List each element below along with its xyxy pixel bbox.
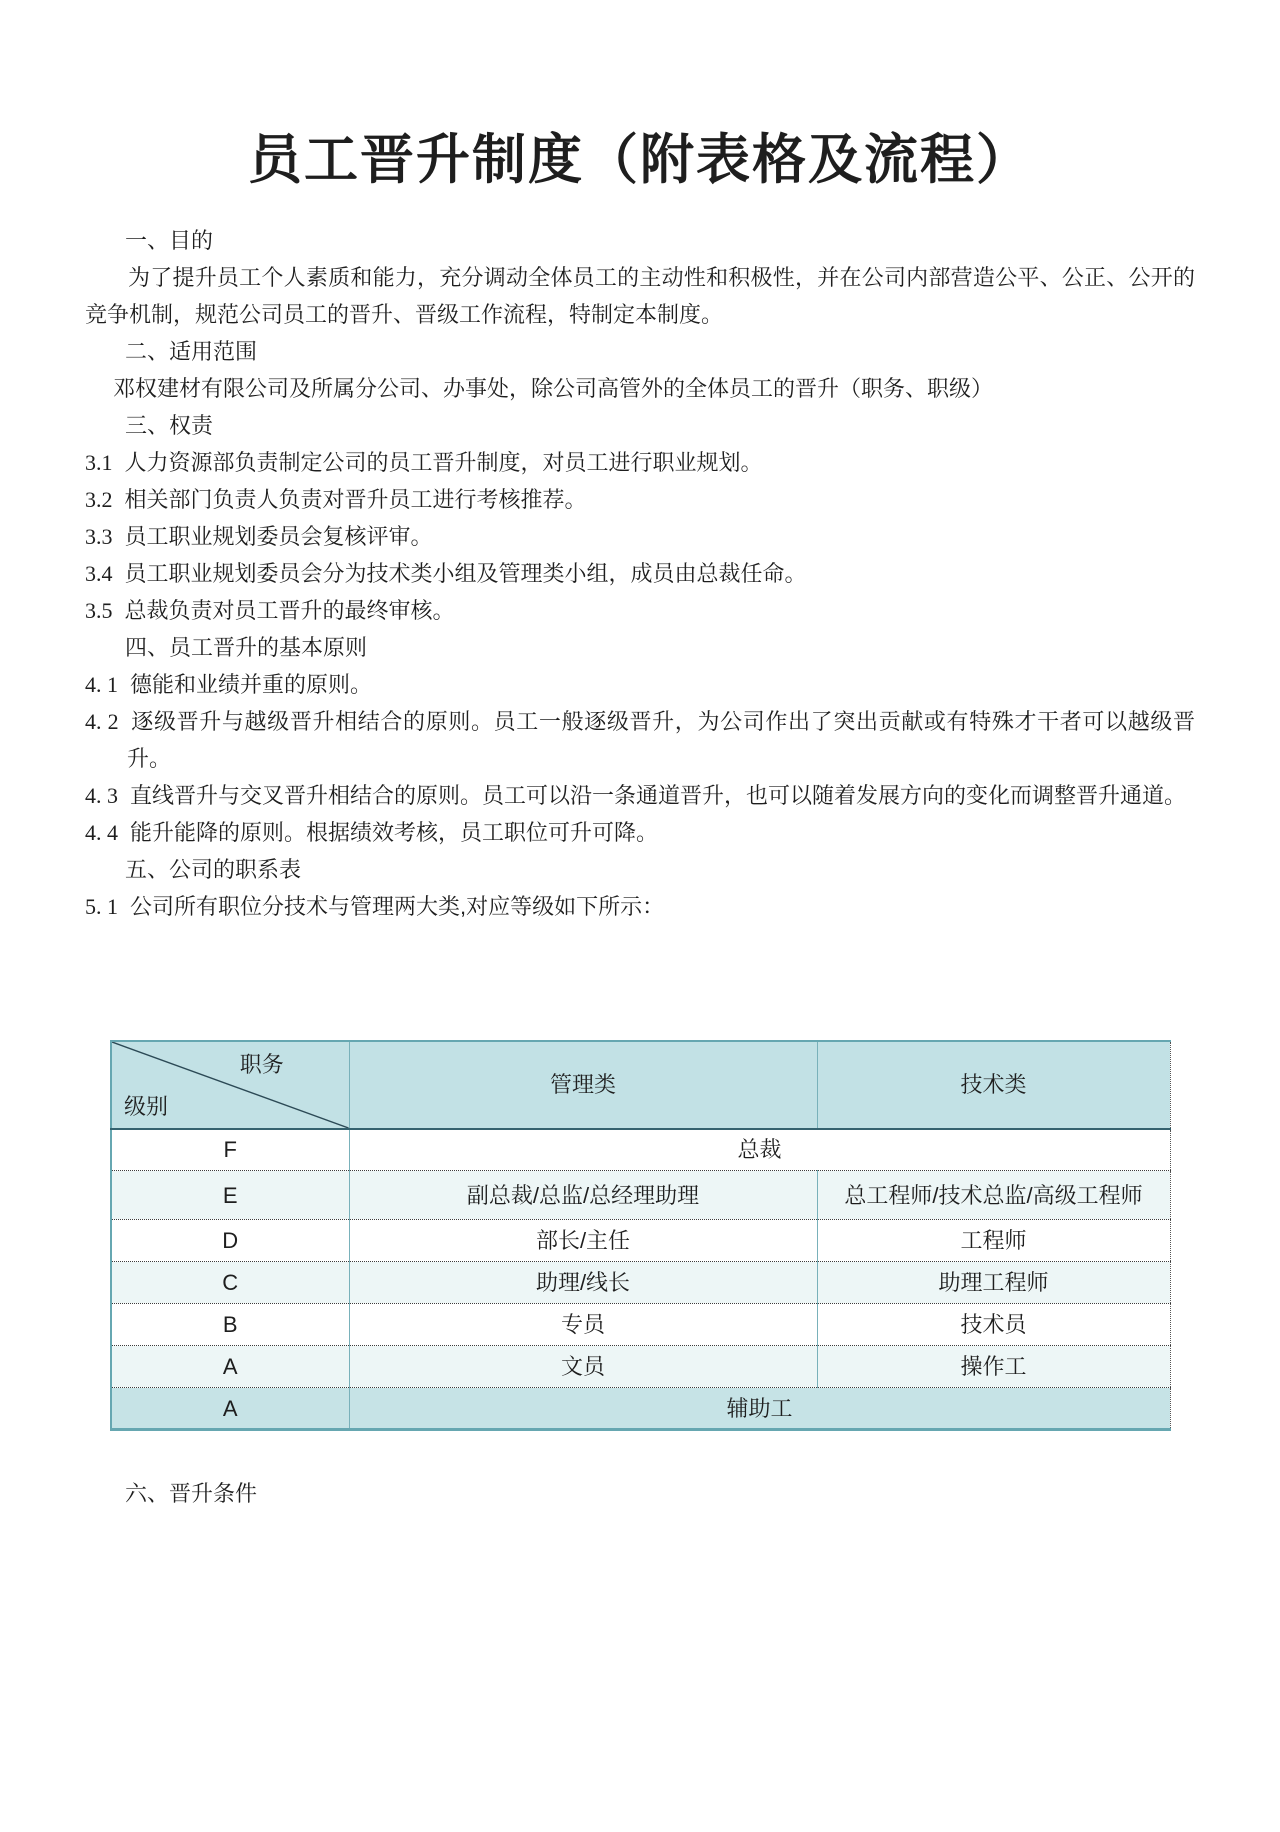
item-text: 德能和业绩并重的原则。 [130,671,373,697]
merged-cell: 辅助工 [349,1388,1170,1430]
corner-label-level: 级别 [124,1093,169,1119]
item-text: 直线晋升与交叉晋升相结合的原则。员工可以沿一条通道晋升，也可以随着发展方向的变化而调整晋升通道。 [130,782,1187,808]
document-title: 员工晋升制度（附表格及流程） [248,127,1032,191]
level-cell: A [111,1346,349,1388]
item-text: 公司所有职位分技术与管理两大类,对应等级如下所示： [130,893,665,919]
grade-table [110,1040,1171,1432]
list-item [85,592,1195,629]
item-number: 3.1 [85,449,113,475]
list-item [85,814,1195,851]
level-cell: B [111,1304,349,1346]
management-cell: 副总裁/总监/总经理助理 [349,1171,817,1220]
list-item [85,444,1195,481]
level-cell: E [111,1171,349,1220]
section-heading-principles: 四、员工晋升的基本原则 [125,634,368,660]
table-row [111,1129,1170,1171]
table-corner-cell [111,1041,349,1129]
item-number: 4. 3 [85,782,118,808]
item-text: 人力资源部负责制定公司的员工晋升制度，对员工进行职业规划。 [124,449,763,475]
item-number: 3.5 [85,597,113,623]
list-item [85,777,1195,814]
item-number: 3.4 [85,560,113,586]
level-cell: F [111,1129,349,1171]
section-heading-grade-table: 五、公司的职系表 [125,856,302,882]
item-text: 员工职业规划委员会分为技术类小组及管理类小组，成员由总裁任命。 [124,560,807,586]
technical-cell: 操作工 [817,1346,1170,1388]
item-text: 逐级晋升与越级晋升相结合的原则。员工一般逐级晋升，为公司作出了突出贡献或有特殊才干者可以越级晋升。 [127,708,1195,771]
table-row [111,1388,1170,1430]
table-header-row [111,1041,1170,1129]
management-cell: 文员 [349,1346,817,1388]
item-number: 5. 1 [85,893,118,919]
scope-paragraph: 邓权建材有限公司及所属分公司、办事处，除公司高管外的全体员工的晋升（职务、职级） [113,375,994,401]
technical-cell: 助理工程师 [817,1262,1170,1304]
technical-cell: 工程师 [817,1220,1170,1262]
list-item [85,703,1195,777]
table-row [111,1171,1170,1220]
document-page [0,126,1280,1512]
table-row [111,1304,1170,1346]
item-number: 4. 2 [85,708,119,734]
management-cell: 专员 [349,1304,817,1346]
section-heading-scope: 二、适用范围 [125,338,258,364]
management-cell: 助理/线长 [349,1262,817,1304]
table-row [111,1220,1170,1262]
grade-table-wrapper [110,1040,1195,1432]
column-header-management: 管理类 [349,1041,817,1129]
table-row [111,1346,1170,1388]
management-cell: 部长/主任 [349,1220,817,1262]
section-heading-conditions: 六、晋升条件 [125,1481,258,1506]
document-footer-section [85,1475,1195,1512]
level-cell: C [111,1262,349,1304]
section-heading-responsibility: 三、权责 [125,412,214,438]
list-item [85,555,1195,592]
technical-cell: 技术员 [817,1304,1170,1346]
corner-label-position: 职务 [239,1051,284,1077]
item-number: 3.3 [85,523,113,549]
document-body [85,222,1195,925]
item-number: 3.2 [85,486,113,512]
item-text: 员工职业规划委员会复核评审。 [124,523,433,549]
item-text: 能升能降的原则。根据绩效考核，员工职位可升可降。 [130,819,659,845]
item-text: 相关部门负责人负责对晋升员工进行考核推荐。 [124,486,587,512]
list-item [85,518,1195,555]
column-header-technical: 技术类 [817,1041,1170,1129]
merged-cell: 总裁 [349,1129,1170,1171]
level-cell: A [111,1388,349,1430]
list-item [85,888,1195,925]
item-number: 4. 1 [85,671,118,697]
list-item [85,481,1195,518]
list-item [85,666,1195,703]
purpose-paragraph: 为了提升员工个人素质和能力，充分调动全体员工的主动性和积极性，并在公司内部营造公平、公正、公开的竞争机制，规范公司员工的晋升、晋级工作流程，特制定本制度。 [85,264,1195,327]
table-row [111,1262,1170,1304]
section-heading-purpose: 一、目的 [125,227,214,253]
level-cell: D [111,1220,349,1262]
item-text: 总裁负责对员工晋升的最终审核。 [124,597,455,623]
technical-cell: 总工程师/技术总监/高级工程师 [817,1171,1170,1220]
item-number: 4. 4 [85,819,118,845]
